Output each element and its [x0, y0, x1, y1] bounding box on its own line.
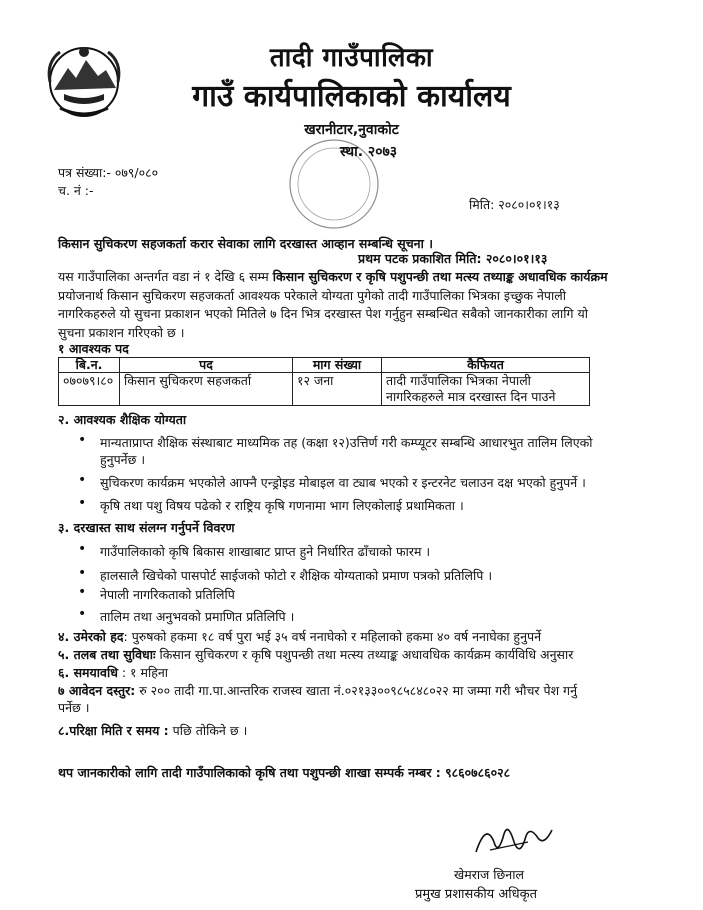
column-header: बि.न.: [59, 358, 120, 373]
signatory-designation: प्रमुख प्रशासकीय अधिकृत: [415, 887, 538, 902]
contact-info: थप जानकारीको लागि तादी गाउँपालिकाको कृषि तथा पशुपन्छी शाखा सम्पर्क नम्बर : ९८६०७८६०२८: [58, 765, 511, 780]
cell-count: १२ जना: [293, 373, 382, 406]
qualification-item-cont: हुनुपर्नेछ ।: [100, 452, 146, 467]
qualification-item: मान्यताप्राप्त शैक्षिक संस्थाबाट माध्यमिक तह (कक्षा १२)उत्तिर्ण गरी कम्प्यूटर सम्बन्धि आधारभुत तालिम लिएको: [100, 435, 593, 450]
exam-date: ८.परिक्षा मिति र समय : पछि तोकिने छ ।: [58, 723, 248, 738]
section-heading-posts: १ आवश्यक पद: [58, 341, 129, 356]
document-item: तालिम तथा अनुभवको प्रमाणित प्रतिलिपि ।: [100, 609, 295, 624]
application-fee-cont: पर्नेछ ।: [58, 700, 90, 715]
cell-serial: ०७०७९।८०: [59, 373, 120, 406]
first-published-date: प्रथम पटक प्रकाशित मिति: २०८०।०१।१३: [358, 251, 548, 266]
table-row: [59, 373, 590, 406]
letter-date: मिति: २०८०।०१।१३: [469, 197, 560, 212]
section-heading-documents: ३. दरखास्त साथ संलग्न गर्नुपर्ने विवरण: [58, 520, 235, 535]
intro-line: नागरिकहरुले यो सुचना प्रकाशन भएको मितिले ७ दिन भित्र दरखास्त पेश गर्नुहुन सम्बन्धित सबैको जानकारीका लागि यो: [58, 306, 588, 322]
office-subtitle: गाउँ कार्यपालिकाको कार्यालय: [192, 79, 511, 114]
column-header: कैफियत: [382, 358, 590, 373]
document-item: हालसालै खिचेको पासपोर्ट साईजको फोटो र शैक्षिक योग्यताको प्रमाण पत्रको प्रतिलिपि ।: [100, 568, 493, 583]
age-limit: ४. उमेरको हद: पुरुषको हकमा १८ वर्ष पुरा भई ३५ वर्ष ननाघेको र महिलाको हकमा ४० वर्ष ननाघेका हुनुपर्ने: [58, 629, 542, 644]
office-address: खरानीटार,नुवाकोट: [304, 122, 399, 138]
bullet-icon: •: [78, 565, 87, 581]
letter-number: पत्र संख्या:- ०७९/०८०: [58, 165, 159, 180]
handwritten-signature: [468, 812, 558, 872]
column-header: माग संख्या: [293, 358, 382, 373]
table-header-row: [59, 358, 590, 373]
duration: ६. समयावधि : १ महिना: [58, 665, 169, 680]
bullet-icon: •: [78, 606, 87, 622]
posts-table: [58, 357, 590, 406]
bullet-icon: •: [78, 541, 87, 557]
document-item: गाउँपालिकाको कृषि बिकास शाखाबाट प्राप्त हुने निर्धारित ढाँचाको फारम ।: [100, 544, 431, 559]
application-fee: ७ आवेदन दस्तुर: रु २०० तादी गा.पा.आन्तरिक राजस्व खाता नं.०२१३३००९८५८४८०२२ मा जम्मा गरी भौचर पेश गर्नु: [58, 683, 578, 698]
cell-remark: तादी गाउँपालिका भित्रका नेपाली नागरिकहरुले मात्र दरखास्त दिन पाउने: [382, 373, 590, 406]
dispatch-number: च. नं :-: [58, 183, 94, 198]
cell-post: किसान सुचिकरण सहजकर्ता: [120, 373, 293, 406]
bullet-icon: •: [78, 432, 87, 448]
qualification-item: कृषि तथा पशु विषय पढेको र राष्ट्रिय कृषि गणनामा भाग लिएकोलाई प्रथामिकता ।: [100, 498, 464, 513]
bullet-icon: •: [78, 472, 87, 488]
section-heading-qualification: २. आवश्यक शैक्षिक योग्यता: [58, 412, 187, 427]
document-item: नेपाली नागरिकताको प्रतिलिपि: [100, 587, 235, 602]
office-title: तादी गाउँपालिका: [269, 43, 434, 73]
established-year: स्था. २०७३: [340, 144, 398, 160]
salary-benefits: ५. तलब तथा सुविधाः किसान सुचिकरण र कृषि पशुपन्छी तथा मत्स्य तथ्याङ्क अधावधिक कार्यक्रम कार्यविधि अनुसार: [58, 647, 574, 662]
bullet-icon: •: [78, 584, 87, 600]
qualification-item: सुचिकरण कार्यक्रम भएकोले आफ्नै एन्ड्रोइड मोबाइल वा ट्याब भएको र इन्टरनेट चलाउन दक्ष भएको हुनुपर्ने ।: [100, 475, 586, 490]
notice-body: [58, 268, 658, 342]
notice-subject: किसान सुचिकरण सहजकर्ता करार सेवाका लागि दरखास्त आव्हान सम्बन्धि सूचना ।: [58, 236, 433, 251]
intro-line: यस गाउँपालिका अन्तर्गत वडा नं १ देखि ६ सम्म किसान सुचिकरण र कृषि पशुपन्छी तथा मत्स्य तथ्याङ्क अधावधिक कार्यक्रम: [58, 269, 608, 284]
signatory-name: खेमराज छिनाल: [454, 867, 524, 882]
intro-line: सुचना प्रकाशन गरिएको छ ।: [58, 324, 185, 340]
intro-line: प्रयोजनार्थ किसान सुचिकरण सहजकर्ता आवश्यक परेकाले योग्यता पुगेको तादी गाउँपालिका भित्रका इच्छुक नेपाली: [58, 287, 566, 303]
column-header: पद: [120, 358, 293, 373]
bullet-icon: •: [78, 495, 87, 511]
